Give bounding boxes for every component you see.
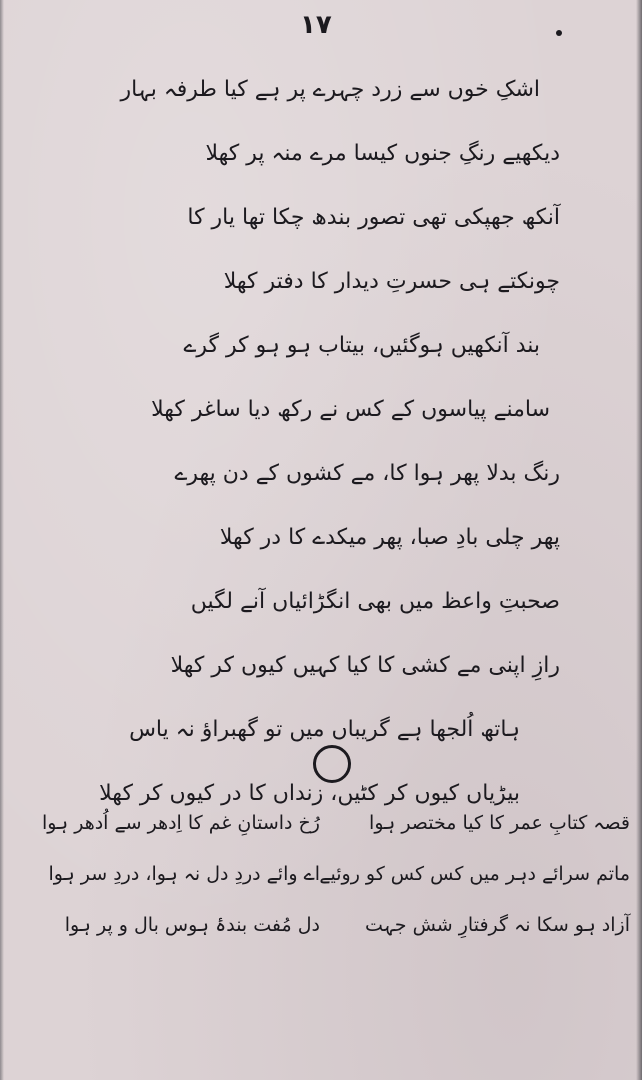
ghazal-block bbox=[60, 70, 560, 838]
qita-line: دل مُفت بندۂ ہوس بال و پر ہوا bbox=[64, 914, 320, 936]
qita-left-column bbox=[20, 808, 320, 961]
couplet bbox=[60, 326, 560, 454]
couplet bbox=[60, 198, 560, 326]
misra-first: آنکھ جھپکی تھی تصور بندھ چکا تھا یار کا bbox=[187, 205, 560, 230]
qita-right-column bbox=[319, 808, 630, 961]
couplet bbox=[60, 70, 560, 198]
misra-second: چونکتے ہی حسرتِ دیدار کا دفتر کھلا bbox=[223, 269, 560, 294]
qita-line: آزاد ہو سکا نہ گرفتارِ شش جہت bbox=[365, 914, 630, 936]
page-left-edge-shadow bbox=[0, 0, 4, 1080]
misra-second: بیڑیاں کیوں کر کٹیں، زنداں کا در کیوں کر کھلا bbox=[99, 781, 520, 806]
qita-line: ماتم سرائے دہر میں کس کس کو روئیے bbox=[319, 863, 630, 885]
ink-dot bbox=[556, 30, 562, 36]
section-divider-circle bbox=[313, 745, 351, 783]
qita-line: قصہ کتابِ عمر کا کیا مختصر ہوا bbox=[369, 812, 630, 834]
qita-line: رُخ داستانِ غم کا اِدھر سے اُدھر ہوا bbox=[41, 812, 320, 834]
misra-first: ہاتھ اُلجھا ہے گریباں میں تو گھبراؤ نہ یاس bbox=[129, 717, 520, 742]
misra-first: رنگ بدلا پھر ہوا کا، مے کشوں کے دن پھرے bbox=[174, 461, 560, 486]
page-number: ۱۷ bbox=[300, 10, 332, 40]
misra-first: اشکِ خوں سے زرد چہرے پر ہے کیا طرفہ بہار bbox=[120, 77, 540, 102]
misra-second: رازِ اپنی مے کشی کا کیا کہیں کیوں کر کھلا bbox=[170, 653, 560, 678]
qita-line: اے وائے دردِ دل نہ ہوا، دردِ سر ہوا bbox=[48, 863, 320, 885]
misra-second: دیکھیے رنگِ جنوں کیسا مرے منہ پر کھلا bbox=[205, 141, 560, 166]
misra-first: صحبتِ واعظ میں بھی انگڑائیاں آنے لگیں bbox=[190, 589, 560, 614]
couplet bbox=[60, 582, 560, 710]
page-right-edge-shadow bbox=[636, 0, 642, 1080]
misra-second: سامنے پیاسوں کے کس نے رکھ دیا ساغر کھلا bbox=[151, 397, 550, 422]
misra-first: بند آنکھیں ہوگئیں، بیتاب ہو ہو کر گرے bbox=[183, 333, 540, 358]
couplet bbox=[60, 454, 560, 582]
misra-second: پھر چلی بادِ صبا، پھر میکدے کا در کھلا bbox=[219, 525, 560, 550]
